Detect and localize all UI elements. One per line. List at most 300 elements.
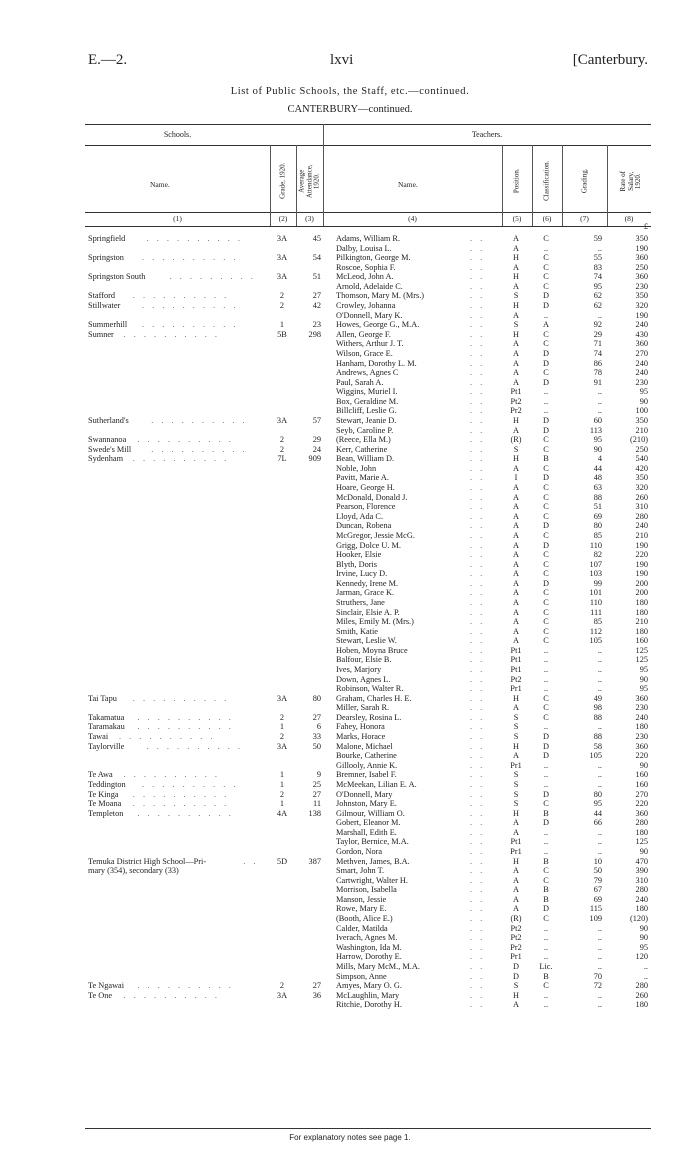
leader-dots: . . <box>470 684 486 694</box>
salary: 430 <box>635 329 648 339</box>
salary: 190 <box>635 569 648 579</box>
salary: 90 <box>639 923 648 933</box>
leader-dots: . . <box>470 329 486 339</box>
leader-dots: . . <box>470 981 486 991</box>
grading: 62 <box>593 291 602 301</box>
teacher-name: Howes, George G., M.A. <box>336 320 420 330</box>
classification: C <box>543 617 549 627</box>
salary: 180 <box>635 1000 648 1010</box>
salary: 95 <box>639 665 648 675</box>
position: A <box>513 348 519 358</box>
position: Pr1 <box>510 847 522 856</box>
leader-dots: . . <box>470 645 486 655</box>
leader-dots: . . . . . . . . . . <box>142 253 239 263</box>
grading: .. <box>597 827 602 837</box>
table-row <box>0 416 700 426</box>
teacher-name: Paul, Sarah A. <box>336 377 384 387</box>
grading: 67 <box>593 885 602 895</box>
leader-dots: . . <box>470 847 486 856</box>
grade: 4A <box>276 808 288 818</box>
footnote: For explanatory notes see page 1. <box>289 1133 411 1142</box>
table-row <box>0 368 700 378</box>
table-row <box>0 473 700 483</box>
grade: 3A <box>276 253 288 263</box>
position: A <box>513 281 519 291</box>
salary: 95 <box>639 942 648 952</box>
salary: 210 <box>635 617 648 627</box>
salary: 350 <box>635 473 648 483</box>
table-row <box>0 598 700 608</box>
salary: 220 <box>635 550 648 560</box>
leader-dots: . . <box>470 597 486 607</box>
position: A <box>513 1000 519 1010</box>
classification: D <box>543 291 549 301</box>
teacher-name: Kerr, Catherine <box>336 444 388 454</box>
school-name: Takamatua <box>88 712 125 722</box>
classification: A <box>543 320 549 330</box>
teacher-name: Simpson, Anne <box>336 971 387 981</box>
classification: C <box>543 511 549 521</box>
position: S <box>513 444 519 454</box>
attendance: 11 <box>313 799 321 809</box>
table-row <box>0 541 700 551</box>
table-row <box>0 962 700 972</box>
leader-dots: . . . . . . . . . . <box>151 444 248 454</box>
leader-dots: . . <box>470 310 486 320</box>
school-name: Taramakau <box>88 722 125 732</box>
leader-dots: . . <box>470 550 486 560</box>
position: D <box>513 971 519 981</box>
table-row <box>0 790 700 800</box>
table-row <box>0 742 700 752</box>
grading: 88 <box>593 732 602 742</box>
teacher-name: Harrow, Dorothy E. <box>336 952 402 962</box>
leader-dots: . . <box>470 789 486 799</box>
grade: 3A <box>276 741 288 751</box>
position: A <box>513 463 519 473</box>
classification: C <box>543 559 549 569</box>
leader-dots: . . . . . . . . . . <box>132 291 230 301</box>
position: A <box>513 703 519 713</box>
table-row <box>0 454 700 464</box>
position: A <box>513 569 519 579</box>
classification: .. <box>543 645 549 655</box>
grading: .. <box>597 770 602 780</box>
grading: .. <box>597 406 602 416</box>
position: H <box>513 301 519 311</box>
table-row <box>0 972 700 982</box>
position: Pt1 <box>510 645 522 655</box>
table-row <box>0 675 700 685</box>
salary: 120 <box>635 952 648 962</box>
leader-dots: . . <box>470 425 486 435</box>
attendance: 51 <box>312 272 321 282</box>
classification: B <box>543 971 549 981</box>
classification: C <box>543 569 549 579</box>
teacher-name: Struthers, Jane <box>336 597 385 607</box>
table-row <box>0 914 700 924</box>
leader-dots: . . <box>470 444 486 454</box>
table-row <box>0 387 700 397</box>
table-row <box>0 837 700 847</box>
leader-dots: . . <box>470 540 486 550</box>
grade: 2 <box>279 444 285 454</box>
classification: C <box>543 502 549 512</box>
salary: 360 <box>635 272 648 282</box>
col-number: (8) <box>624 214 634 223</box>
leader-dots: . . <box>470 866 486 876</box>
leader-dots: . . . . . . . . . . <box>137 981 234 991</box>
classification: D <box>543 904 549 914</box>
position: A <box>513 234 519 243</box>
header-left: E.—2. <box>88 52 128 68</box>
teacher-name: Gillooly, Annie K. <box>336 760 398 770</box>
teacher-name: Duncan, Robena <box>336 521 392 531</box>
table-row <box>0 608 700 618</box>
salary: .. <box>643 971 648 981</box>
grading: 90 <box>593 444 602 454</box>
leader-dots: . . <box>470 732 486 742</box>
teacher-name: Noble, John <box>336 463 377 473</box>
teacher-name: Miles, Emily M. (Mrs.) <box>336 617 414 627</box>
school-name: Templeton <box>88 808 124 818</box>
classification: C <box>543 914 549 924</box>
salary: 360 <box>635 741 648 751</box>
classification: .. <box>543 847 549 856</box>
table-row <box>0 301 700 311</box>
teacher-name: Hoben, Moyna Bruce <box>336 645 408 655</box>
classification: .. <box>543 779 549 789</box>
grading: .. <box>597 942 602 952</box>
table-row <box>0 272 700 282</box>
classification: .. <box>543 674 549 684</box>
col-header-grading: Grading. <box>580 168 589 194</box>
leader-dots: . . <box>470 463 486 473</box>
table-row <box>0 684 700 694</box>
leader-dots: . . <box>470 655 486 665</box>
classification: .. <box>543 406 549 416</box>
school-name: Te Moana <box>88 799 122 809</box>
position: Pt1 <box>510 655 522 665</box>
teacher-name: Malone, Michael <box>336 741 393 751</box>
grade: 2 <box>279 712 285 722</box>
salary: 280 <box>635 511 648 521</box>
grading: .. <box>597 684 602 694</box>
salary: 360 <box>635 339 648 349</box>
teacher-name: Crowley, Johanna <box>336 301 396 311</box>
classification: .. <box>543 387 549 397</box>
teacher-name: Hooker, Elsie <box>336 550 382 560</box>
salary: 200 <box>635 588 648 598</box>
salary: 125 <box>635 837 648 847</box>
classification: C <box>543 875 549 885</box>
salary: 360 <box>635 808 648 818</box>
salary: 320 <box>635 483 648 493</box>
salary: 160 <box>635 770 648 780</box>
position: Pt1 <box>510 837 522 847</box>
leader-dots: . . <box>470 808 486 818</box>
grading: 72 <box>593 981 602 991</box>
table-row <box>0 397 700 407</box>
grading: 48 <box>593 473 602 483</box>
position: A <box>513 626 519 636</box>
leader-dots: . . <box>470 904 486 914</box>
leader-dots: . . <box>470 415 486 425</box>
position: A <box>513 588 519 598</box>
teacher-name: (Reece, Ella M.) <box>336 435 391 445</box>
grade: 7L <box>277 454 287 464</box>
teacher-name: Hoare, George H. <box>336 483 395 493</box>
attendance: 387 <box>308 856 321 866</box>
position: Pr1 <box>510 684 522 694</box>
salary: 90 <box>639 933 648 943</box>
leader-dots: . . . . . . . . . . <box>142 779 239 789</box>
teacher-name: Balfour, Elsie B. <box>336 655 392 665</box>
position: Pr2 <box>510 406 522 416</box>
salary: 220 <box>635 799 648 809</box>
school-name: Springston <box>88 253 124 263</box>
leader-dots: . . <box>470 703 486 713</box>
school-name: Springston South <box>88 272 146 282</box>
grading: 95 <box>593 799 602 809</box>
school-name: Tawai <box>88 732 109 742</box>
col-header-grade: Grade, 1920. <box>278 162 287 200</box>
table-row <box>0 435 700 445</box>
grading: .. <box>597 961 602 971</box>
school-name: Sydenham <box>88 454 124 464</box>
leader-dots: . . <box>470 483 486 493</box>
salary: 125 <box>635 645 648 655</box>
leader-dots: . . <box>470 262 486 272</box>
classification: C <box>543 368 549 378</box>
classification: .. <box>543 310 549 320</box>
classification: .. <box>543 722 549 732</box>
position: Pt1 <box>510 387 522 397</box>
leader-dots: . . . . . . . . . . <box>142 301 239 311</box>
col-header-school-name: Name. <box>150 180 170 189</box>
position: Pt2 <box>510 396 522 406</box>
leader-dots: . . <box>470 636 486 646</box>
grade: 3A <box>276 693 288 703</box>
classification: B <box>543 894 549 904</box>
grading: .. <box>597 387 602 397</box>
col-header-position: Position. <box>512 168 521 194</box>
table-row <box>0 244 700 254</box>
teacher-name: Amyes, Mary O. G. <box>336 981 402 991</box>
grade: 2 <box>279 301 285 311</box>
attendance: 24 <box>312 444 321 454</box>
leader-dots: . . <box>470 396 486 406</box>
group-header-teachers: Teachers. <box>471 130 503 139</box>
attendance: 54 <box>312 253 321 263</box>
leader-dots: . . <box>470 770 486 780</box>
teacher-name: Bourke, Catherine <box>336 751 397 761</box>
grading: 62 <box>593 301 602 311</box>
classification: C <box>543 550 549 560</box>
leader-dots: . . <box>470 990 486 1000</box>
position: H <box>513 990 519 1000</box>
leader-dots: . . . . . . . . . . <box>142 320 239 330</box>
table-row <box>0 857 700 867</box>
grading: 112 <box>589 626 602 636</box>
leader-dots: . . <box>470 751 486 761</box>
teacher-name: Pearson, Florence <box>336 502 396 512</box>
col-header-classification: Classification. <box>542 160 551 202</box>
attendance: 27 <box>312 789 321 799</box>
teacher-name: Wilson, Grace E. <box>336 348 393 358</box>
classification: C <box>543 607 549 617</box>
grading: .. <box>597 837 602 847</box>
table-row <box>0 617 700 627</box>
teacher-name: Morrison, Isabella <box>336 885 397 895</box>
teacher-name: Fahey, Honora <box>336 722 385 732</box>
salary: 95 <box>639 387 648 397</box>
teacher-name: Methven, James, B.A. <box>336 856 410 866</box>
table-row <box>0 579 700 589</box>
table-row <box>0 991 700 1001</box>
classification: C <box>543 253 549 263</box>
classification: .. <box>543 770 549 780</box>
leader-dots: . . <box>470 885 486 895</box>
leader-dots: . . <box>470 933 486 943</box>
position: H <box>513 808 519 818</box>
attendance: 27 <box>312 291 321 301</box>
school-name: Swannanoa <box>88 435 127 445</box>
leader-dots: . . <box>470 952 486 962</box>
classification: .. <box>543 923 549 933</box>
salary: 230 <box>635 732 648 742</box>
school-name: Sutherland's <box>88 415 129 425</box>
leader-dots: . . <box>470 492 486 502</box>
grading: 74 <box>593 272 602 282</box>
leader-dots: . . <box>470 674 486 684</box>
position: A <box>513 502 519 512</box>
teacher-name: Gordon, Nora <box>336 847 383 856</box>
grade: 5D <box>276 856 288 866</box>
salary: 280 <box>635 818 648 828</box>
leader-dots: . . <box>470 894 486 904</box>
grading: 80 <box>593 521 602 531</box>
table-top-rule <box>85 124 651 125</box>
leader-dots: . . <box>470 243 486 253</box>
position: A <box>513 310 519 320</box>
position: A <box>513 358 519 368</box>
position: D <box>513 961 519 971</box>
classification: Lic. <box>539 961 553 971</box>
table-row <box>0 234 700 244</box>
teacher-name: Johnston, Mary E. <box>336 799 397 809</box>
grading: 107 <box>589 559 602 569</box>
table-row <box>0 847 700 857</box>
leader-dots: . . . . . . . . . . <box>137 808 234 818</box>
table-row <box>0 426 700 436</box>
teacher-name: Jarman, Grace K. <box>336 588 395 598</box>
col-header-salary: Rate of Salary, 1920. <box>618 170 642 192</box>
leader-dots: . . <box>470 348 486 358</box>
position: A <box>513 492 519 502</box>
salary: 230 <box>635 377 648 387</box>
grade: 1 <box>279 779 285 789</box>
leader-dots: . . <box>470 406 486 416</box>
table-row <box>0 550 700 560</box>
grading: 109 <box>589 914 602 924</box>
table-body <box>0 234 700 1010</box>
grading: 92 <box>593 320 602 330</box>
grading: 80 <box>593 789 602 799</box>
table-row <box>0 311 700 321</box>
attendance: 138 <box>308 808 321 818</box>
teacher-name: Marshall, Edith E. <box>336 827 397 837</box>
table-row <box>0 933 700 943</box>
leader-dots: . . <box>470 779 486 789</box>
position: A <box>513 540 519 550</box>
classification: D <box>543 751 549 761</box>
classification: D <box>543 473 549 483</box>
grading: 99 <box>593 578 602 588</box>
classification: C <box>543 463 549 473</box>
leader-dots: . . <box>470 272 486 282</box>
classification: .. <box>543 837 549 847</box>
grade: 1 <box>279 770 285 780</box>
teacher-name: McDonald, Donald J. <box>336 492 408 502</box>
teacher-name: Mills, Mary McM., M.A. <box>336 961 420 971</box>
table-row <box>0 330 700 340</box>
teacher-name: Dalby, Louisa L. <box>336 243 392 253</box>
header-right: [Canterbury. <box>572 52 648 68</box>
table-row <box>0 636 700 646</box>
leader-dots: . . <box>470 856 486 866</box>
grading: 79 <box>593 875 602 885</box>
grading: 51 <box>593 502 602 512</box>
table-row <box>0 866 700 876</box>
classification: C <box>543 693 549 703</box>
table-row <box>0 531 700 541</box>
position: A <box>513 875 519 885</box>
classification: .. <box>543 684 549 694</box>
position: A <box>513 550 519 560</box>
classification: B <box>543 808 549 818</box>
leader-dots: . . <box>243 856 259 866</box>
classification: C <box>543 703 549 713</box>
leader-dots: . . <box>470 693 486 703</box>
position: A <box>513 368 519 378</box>
classification: C <box>543 712 549 722</box>
leader-dots: . . <box>470 301 486 311</box>
grading: 105 <box>589 751 602 761</box>
classification: D <box>543 578 549 588</box>
salary: 270 <box>635 348 648 358</box>
teacher-name: Sinclair, Elsie A. P. <box>336 607 400 617</box>
teacher-name: McLaughlin, Mary <box>336 990 400 1000</box>
teacher-name: Smart, John T. <box>336 866 385 876</box>
school-name: Taylorville <box>88 741 125 751</box>
grading: 10 <box>593 856 602 866</box>
table-row <box>0 895 700 905</box>
teacher-name: Billcliff, Leslie G. <box>336 406 397 416</box>
grading: .. <box>597 665 602 675</box>
teacher-name: Withers, Arthur J. T. <box>336 339 404 349</box>
leader-dots: . . <box>470 530 486 540</box>
school-name: Stafford <box>88 291 116 301</box>
table-row <box>0 665 700 675</box>
classification: C <box>543 588 549 598</box>
grading: 95 <box>593 281 602 291</box>
attendance: 80 <box>312 693 321 703</box>
teacher-name: Grigg, Dolce U. M. <box>336 540 401 550</box>
grading: .. <box>597 645 602 655</box>
position: A <box>513 894 519 904</box>
salary: 310 <box>635 875 648 885</box>
